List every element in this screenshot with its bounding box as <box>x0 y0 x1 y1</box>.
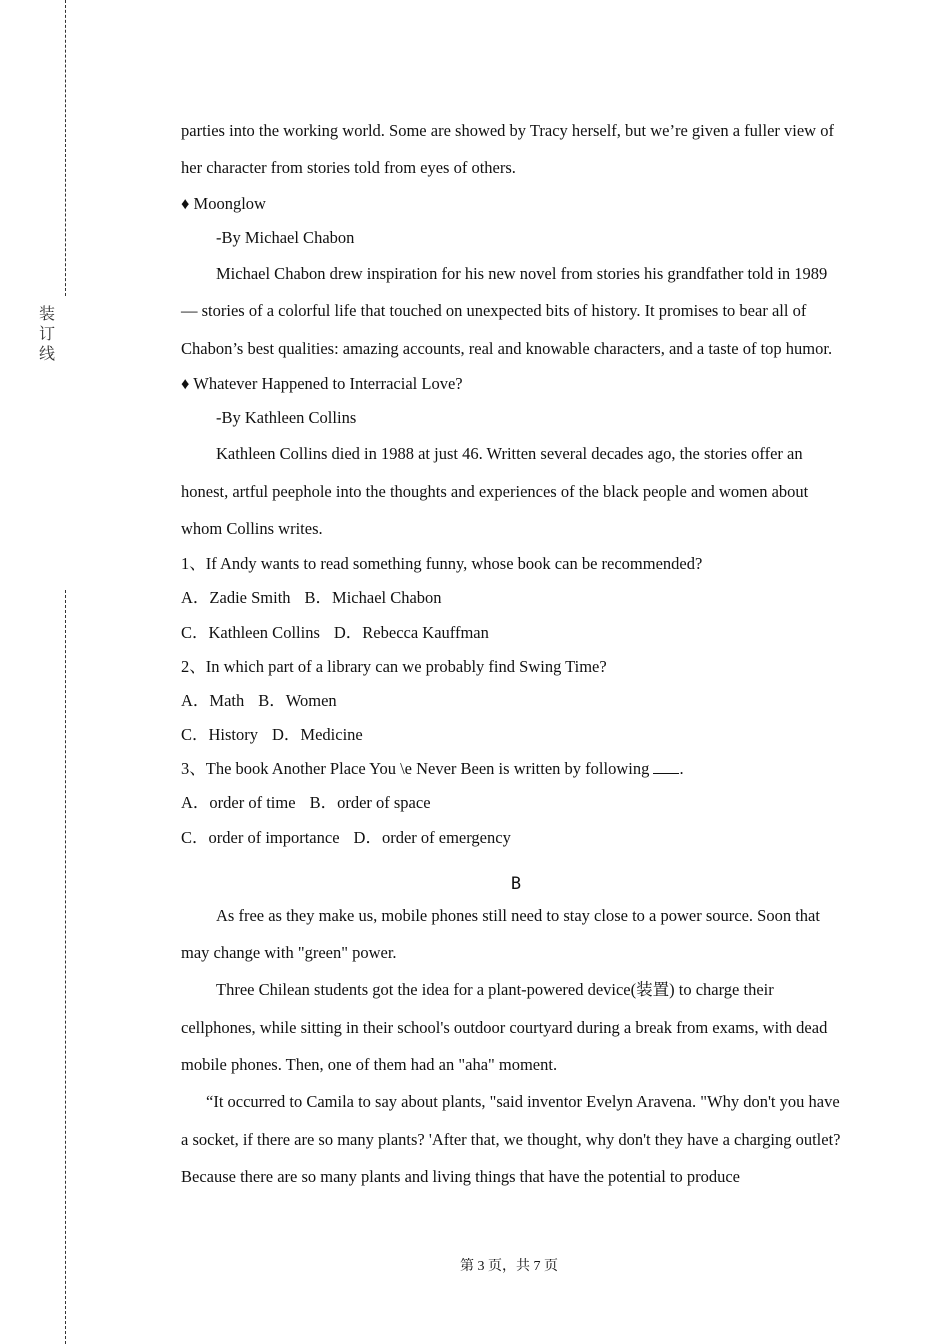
question-options-row <box>181 616 841 650</box>
question-options-row <box>181 684 841 718</box>
passage-b-paragraph: “It occurred to Camila to say about plants, "said inventor Evelyn Aravena. "Why don't you have a socket, if there are so many plants? 'After that, we thought, why don't they have a charging outlet? Because there are so many plants and living things that have the potential to produce <box>181 1092 841 1186</box>
binding-dashed-line-bottom <box>65 590 66 1344</box>
book-description: Kathleen Collins died in 1988 at just 46. Written several decades ago, the stories offer an honest, artful peephole into the thoughts and experiences of the black people and women about whom Collins writes. <box>181 444 809 538</box>
binding-dashed-line-top <box>65 0 66 296</box>
option-b[interactable]: B．Michael Chabon <box>304 588 442 608</box>
binding-char: 订 <box>38 324 55 343</box>
page-number: 第 3 页，共 7 页 <box>460 1259 558 1274</box>
book-author: -By Kathleen Collins <box>216 408 357 428</box>
option-b[interactable]: B．Women <box>258 690 337 710</box>
question-options-row <box>181 581 841 615</box>
question-stem-end: . <box>679 759 684 779</box>
option-c[interactable]: C．Kathleen Collins <box>181 622 320 642</box>
question-stem <box>181 752 841 786</box>
passage-b-paragraph: As free as they make us, mobile phones still need to stay close to a power source. Soon that may change with "green" power. <box>181 905 820 963</box>
binding-char: 装 <box>38 304 55 323</box>
section-title: B <box>510 873 522 894</box>
option-c[interactable]: C．order of importance <box>181 827 340 847</box>
option-b[interactable]: B．order of space <box>309 793 431 813</box>
book-title: ♦ Moonglow <box>181 193 266 213</box>
option-d[interactable]: D．order of emergency <box>353 827 511 847</box>
question-stem-text: 3、The book Another Place You \e Never Been is written by following <box>181 759 654 779</box>
option-a[interactable]: A．order of time <box>181 793 296 813</box>
passage-a-intro: parties into the working world. Some are showed by Tracy herself, but we’re given a fuller view of her character from stories told from eyes of others. <box>181 121 834 178</box>
question-stem: 1、If Andy wants to read something funny, whose book can be recommended? <box>181 554 703 574</box>
passage-b-paragraph: Three Chilean students got the idea for a plant-powered device(装置) to charge their cellphones, while sitting in their school's outdoor courtyard during a break from exams, with dead mobile phones. Then, one of them had an "aha" moment. <box>181 980 828 1074</box>
option-a[interactable]: A．Math <box>181 690 245 710</box>
question-stem: 2、In which part of a library can we probably find Swing Time? <box>181 656 607 676</box>
answer-blank[interactable] <box>653 758 679 774</box>
question-options-row <box>181 821 841 855</box>
book-description: Michael Chabon drew inspiration for his new novel from stories his grandfather told in 1989 — stories of a colorful life that touched on unexpected bits of history. It promises to bear all of Chabon’s best qualities: amazing accounts, real and knowable characters, and a taste of top humor. <box>181 263 833 358</box>
binding-label <box>38 304 56 364</box>
option-c[interactable]: C．History <box>181 725 259 745</box>
option-d[interactable]: D．Rebecca Kauffman <box>333 622 489 642</box>
page-content <box>181 112 841 1195</box>
option-a[interactable]: A．Zadie Smith <box>181 588 291 608</box>
book-author: -By Michael Chabon <box>216 227 355 247</box>
option-d[interactable]: D．Medicine <box>272 725 363 745</box>
book-title: ♦ Whatever Happened to Interracial Love? <box>181 373 463 393</box>
question-options-row <box>181 786 841 820</box>
binding-char: 线 <box>38 344 55 363</box>
question-options-row <box>181 718 841 752</box>
